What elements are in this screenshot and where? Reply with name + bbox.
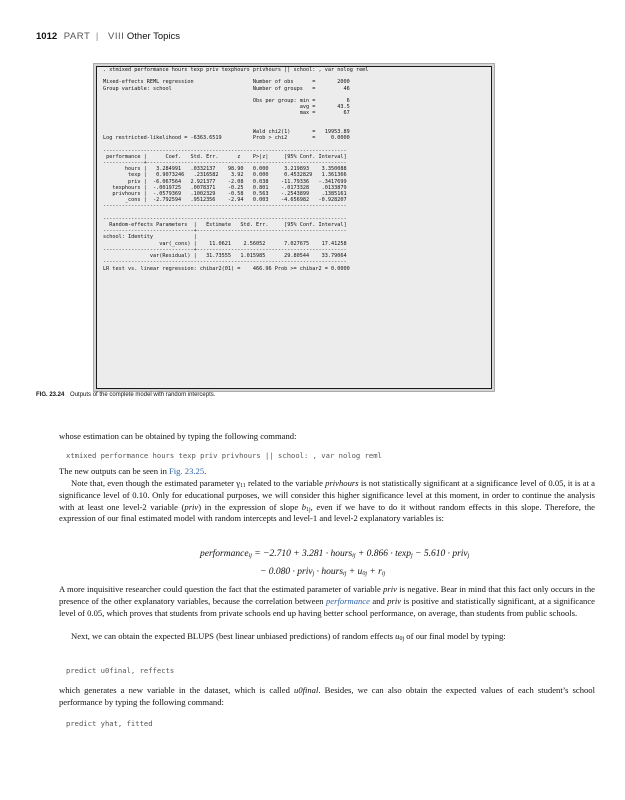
stata-line: ------------------------------------------------------------------------------	[103, 147, 347, 154]
stata-line: Random-effects Parameters | Estimate Std. Err. [95% Conf. Interval]	[103, 222, 347, 229]
stata-line: avg = 43.5	[103, 104, 350, 111]
stata-line: _cons | -2.792594 .9512356 -2.94 0.003 -4.656982 -0.928207	[103, 197, 347, 204]
stata-line: texphours | -.0019725 .0078371 -0.25 0.801 -.0173328 .0133879	[103, 184, 347, 191]
paragraph-4: A more inquisitive researcher could question the fact that the estimated parameter of variable priv is negative. Bear in mind that this fact only occurs in the presence of the other explanatory variables, because the correlation between performance and priv is positive and statistically significant, at a significance level of 0.05, which proves that students from private schools end up having better school performance, on average, than students from public schools.	[59, 584, 595, 618]
stata-line: hours | 3.284991 .0332137 98.90 0.000 3.219893 3.350088	[103, 166, 347, 173]
stata-line: texp | 0.9073246 .2316582 3.92 0.000 0.4532829 1.361366	[103, 172, 347, 179]
stata-output-figure	[93, 63, 495, 392]
stata-line: LR test vs. linear regression: chibar2(01) = 466.96 Prob >= chibar2 = 0.0000	[103, 265, 350, 272]
stata-line: priv | -6.067564 2.921377 -2.08 0.038 -11.79336 -.3417699	[103, 178, 347, 185]
equation-line-2: − 0.080 · priv$_j$ · hours$_{ij}$ + $u_{0j} + r_{ij}$	[260, 567, 386, 577]
stata-line: ------------------------------------------------------------------------------	[103, 259, 347, 266]
stata-line: . xtmixed performance hours texp priv texphours privhours || school: , var nolog reml	[103, 67, 369, 73]
running-header	[36, 31, 180, 42]
code-predict-fitted: predict yhat, fitted	[66, 719, 153, 728]
section-title: Other Topics	[126, 31, 181, 42]
stata-line: -------------+----------------------------------------------------------------	[103, 160, 347, 167]
code-predict-reffects: predict u0final, reffects	[66, 666, 175, 675]
paragraph-6: which generates a new variable in the dataset, which is called u0final. Besides, we can also obtain the expected values of each student’s school performance by typing the following command:	[59, 685, 595, 707]
equation-line-1: performance$_{ij}$ = −2.710 + 3.281 · hours$_{ij}$ + 0.866 · texp$_j$ − 5.610 · priv$_j$	[200, 549, 470, 559]
page-number: 1012	[36, 31, 58, 42]
paragraph-1: whose estimation can be obtained by typing the following command:	[59, 431, 297, 441]
stata-line: Group variable: school Number of groups = 46	[103, 85, 350, 92]
figure-caption	[36, 392, 215, 398]
stata-line: Log restricted-likelihood = -6363.6519 Prob > chi2 = 0.0000	[103, 135, 350, 142]
figure-caption-text: Outputs of the complete model with random intercepts.	[70, 392, 216, 398]
stata-line: school: Identity |	[103, 234, 197, 241]
stata-line: ------------------------------------------------------------------------------	[103, 203, 347, 210]
part-number: VIII	[108, 31, 125, 42]
stata-line: ------------------------------------------------------------------------------	[103, 215, 347, 222]
stata-line: Obs per group: min = 6	[103, 98, 350, 105]
header-separator: |	[95, 31, 99, 42]
paragraph-5: Next, we can obtain the expected BLUPS (best linear unbiased predictions) of random effects $u_{0j}$ of our final model by typing:	[71, 631, 506, 642]
paragraph-2: The new outputs can be seen in Fig. 23.25.	[59, 466, 207, 476]
code-xtmixed: xtmixed performance hours texp priv privhours || school: , var nolog reml	[66, 451, 382, 460]
stata-line: var(Residual) | 31.73555 1.015985 29.80544 33.79064	[103, 253, 347, 260]
stata-line: performance | Coef. Std. Err. z P>|z| [95% Conf. Interval]	[103, 153, 347, 160]
paragraph-3: Note that, even though the estimated parameter $\gamma_{11}$ related to the variable privhours is not statistically significant at a significance level of 0.05, it is at a significance level of 0.10. Only for educational purposes, we will consider this higher significance level at this moment, in order to continue the analysis with at least one level-2 variable (priv) in the expression of slope $b_{1j}$, even if we have to do it without random effects in this slope. Therefore, the expression of our final estimated model with random intercepts and level-1 and level-2 explanatory variables is:	[59, 478, 595, 524]
stata-line: var(_cons) | 11.0621 2.56052 7.027675 17.41258	[103, 240, 347, 247]
stata-output-panel	[96, 66, 492, 389]
stata-output-text	[103, 67, 368, 272]
figure-label: FIG. 23.24	[36, 392, 65, 398]
stata-line: -----------------------------+------------------------------------------------	[103, 246, 347, 253]
stata-line: max = 67	[103, 110, 350, 117]
figure-link[interactable]: Fig. 23.25	[169, 466, 205, 476]
part-label: PART	[63, 31, 91, 42]
stata-line: -----------------------------+------------------------------------------------	[103, 228, 347, 235]
stata-line: Wald chi2(1) = 19953.89	[103, 129, 350, 136]
stata-line: privhours | -.0579369 .1002329 -0.58 0.563 -.2543899 .1385161	[103, 191, 347, 198]
stata-line: Mixed-effects REML regression Number of obs = 2000	[103, 79, 350, 86]
